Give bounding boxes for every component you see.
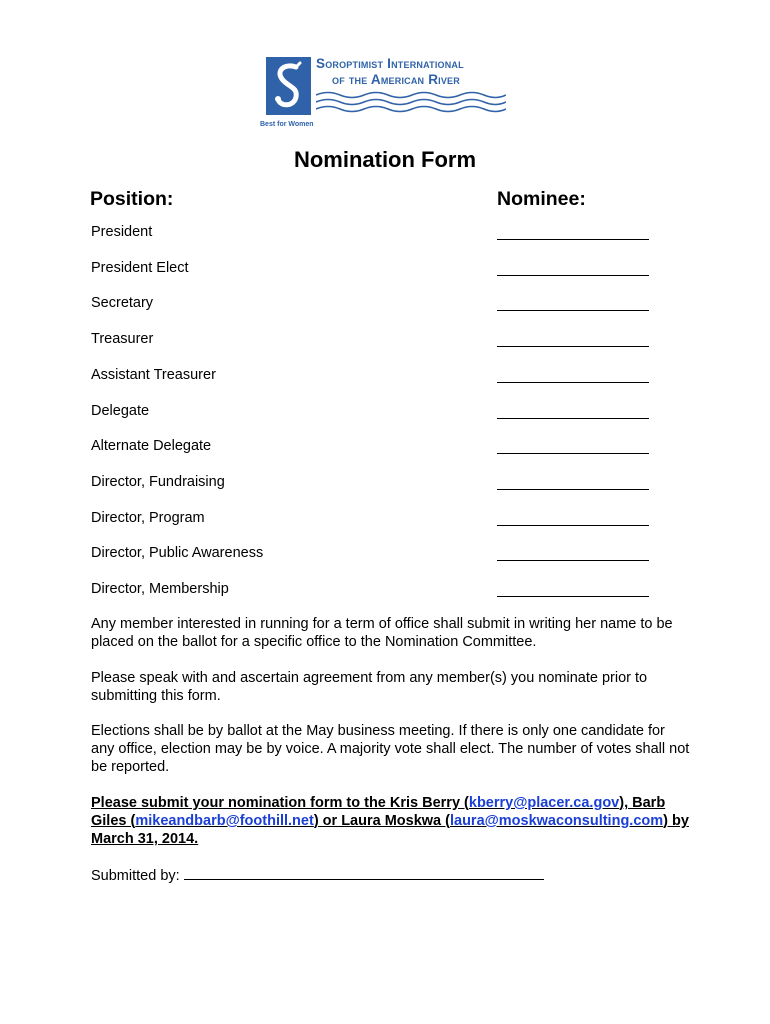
position-label: President <box>91 224 153 240</box>
logo-org-name-line1: Soroptimist International <box>316 56 464 71</box>
position-label: President Elect <box>91 260 189 276</box>
position-label: Director, Fundraising <box>91 474 225 490</box>
email-link-laura[interactable]: laura@moskwaconsulting.com <box>449 813 664 829</box>
position-row <box>0 438 770 458</box>
nominee-blank[interactable] <box>497 331 649 347</box>
position-column-header: Position: <box>90 188 174 210</box>
position-label: Delegate <box>91 403 150 419</box>
position-row <box>0 331 770 351</box>
nominee-blank[interactable] <box>497 367 649 383</box>
nominee-blank[interactable] <box>497 474 649 490</box>
position-label: Alternate Delegate <box>91 438 212 454</box>
nominee-blank[interactable] <box>497 260 649 276</box>
river-waves-icon <box>316 90 506 116</box>
nominee-blank[interactable] <box>497 295 649 311</box>
nominee-blank[interactable] <box>497 438 649 454</box>
nominee-blank[interactable] <box>497 224 649 240</box>
position-label: Director, Membership <box>91 581 229 597</box>
soroptimist-s-icon <box>266 57 311 115</box>
position-label: Treasurer <box>91 331 154 347</box>
submitted-by-field <box>91 865 544 884</box>
nominee-blank[interactable] <box>497 403 649 419</box>
nominee-blank[interactable] <box>497 510 649 526</box>
position-row <box>0 510 770 530</box>
submitted-by-label: Submitted by: <box>91 868 180 884</box>
position-row <box>0 367 770 387</box>
submission-instructions <box>91 794 691 848</box>
position-label: Secretary <box>91 295 154 311</box>
submit-text-1: Please submit your nomination form to the Kris Berry ( <box>91 795 469 811</box>
email-link-kberry[interactable]: kberry@placer.ca.gov <box>468 795 620 811</box>
nominee-blank[interactable] <box>497 545 649 561</box>
position-row <box>0 260 770 280</box>
instructions-paragraph-3: Elections shall be by ballot at the May business meeting. If there is only one candidate for any office, election may be by voice. A majority vote shall elect. The number of votes shall not be reported. <box>91 723 690 775</box>
logo-org-name-line2: of the American River <box>332 72 460 87</box>
nominee-blank[interactable] <box>497 581 649 597</box>
position-label: Director, Program <box>91 510 205 526</box>
position-label: Assistant Treasurer <box>91 367 216 383</box>
submit-text-2: ), Barb Giles ( <box>91 795 666 829</box>
email-link-mikeandbarb[interactable]: mikeandbarb@foothill.net <box>135 813 314 829</box>
submit-text-3: ) or Laura Moskwa ( <box>313 813 450 829</box>
submitted-by-blank[interactable] <box>184 865 544 880</box>
instructions-paragraph-2: Please speak with and ascertain agreement from any member(s) you nominate prior to submitting this form. <box>91 670 648 704</box>
position-label: Director, Public Awareness <box>91 545 264 561</box>
form-title: Nomination Form <box>293 147 477 172</box>
nominee-column-header: Nominee: <box>497 188 586 210</box>
position-row <box>0 474 770 494</box>
position-row <box>0 545 770 565</box>
position-row <box>0 403 770 423</box>
position-row <box>0 295 770 315</box>
logo-tagline: Best for Women <box>260 121 314 128</box>
instructions-paragraph-1: Any member interested in running for a term of office shall submit in writing her name to be placed on the ballot for a specific office to the Nomination Committee. <box>91 616 673 650</box>
submit-text-4: ) by March 31, 2014. <box>91 813 689 847</box>
position-row <box>0 224 770 244</box>
position-row <box>0 581 770 601</box>
organization-logo <box>260 52 516 134</box>
